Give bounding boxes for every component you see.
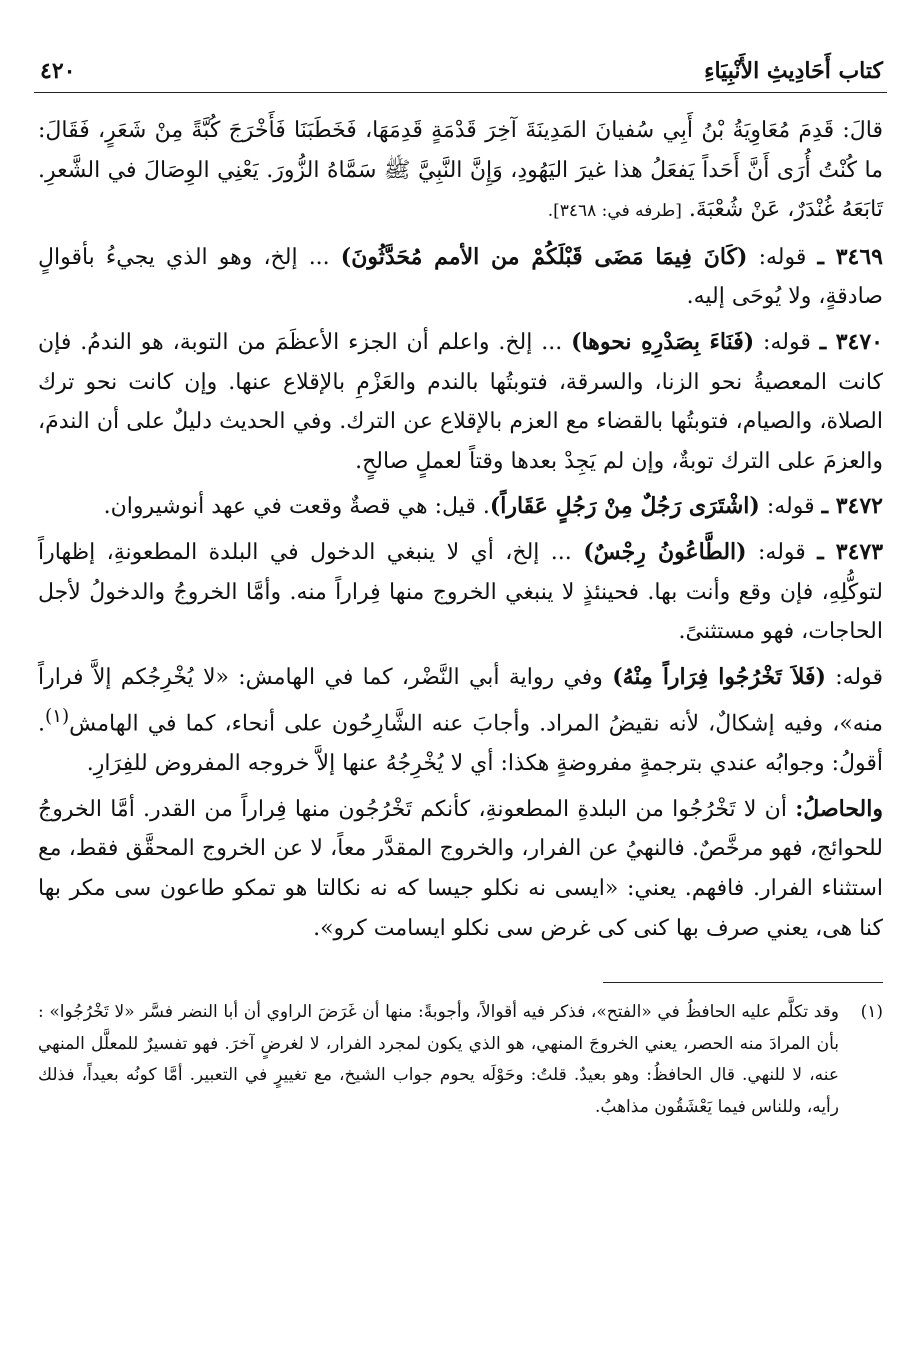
paragraph-summary: [34, 790, 887, 948]
quoted-text: (فَنَاءَ بِصَدْرِهِ نحوها): [571, 328, 755, 355]
lead-word: قوله:: [766, 494, 815, 520]
hadith-text: قالَ: قَدِمَ مُعَاوِيَةُ بْنُ أَبِي سُفيانَ المَدِينَةَ آخِرَ قَدْمَةٍ قَدِمَهَا، فَخَطَبَنَا فَأَخْرَجَ كُبَّةً مِنْ شَعَرٍ، فَقَالَ: ما كُنْتُ أُرَى أَنَّ أَحَداً يَفعَلُ هذا غيرَ اليَهُودِ، وَإِنَّ النَّبِيَّ ﷺ سَمَّاهُ الزُّورَ. يَعْنِي الوِصَالَ في الشَّعرِ. تَابَعَهُ غُنْدَرٌ، عَنْ شُعْبَةَ.: [38, 118, 883, 223]
hadith-number: ٣٤٦٩ ـ: [817, 243, 883, 270]
hadith-number: ٣٤٧٣ ـ: [817, 538, 884, 565]
commentary-text: . أقولُ: وجوابُه عندي بترجمةٍ مفروضةٍ هكذا: أي لا يُخْرِجُهُ عنها إلاَّ خروجه المفروض للفِرَارِ.: [38, 711, 883, 777]
footnote-text: وقد تكلَّم عليه الحافظُ في «الفتح»، فذكر فيه أقوالاً، وأجوبةً: منها أن غَرَضَ الراوي أن أبا النضر فسَّر «لا تَخْرُجُوا» : بأن المرادَ منه الحصر، يعني الخروجَ المنهي، هو الذي يكون لمجرد الفرار، لا لغرضٍ آخرَ. فهو تفسيرٌ للمعلَّل المنهي عنه، لا للنهي. قال الحافظُ: وهو بعيدٌ. قلتُ: وحَوْلَه يحوم جواب الشيخ، مع تغييرٍ في التعبير. أمَّا كونُه بعيداً، فذلك رأيه، وللناس فيما يَعْشَقُون مذاهبُ.: [38, 1002, 839, 1117]
paragraph-hadith-text: [34, 111, 887, 232]
commentary-text: وفي رواية أبي النَّضْر، كما في الهامش: «لا يُخْرِجُكم إلاَّ فراراً منه»، وفيه إشكالٌ، لأنه نقيضُ المراد. وأجابَ عنه الشَّارِحُون على أنحاء، كما في الهامش: [38, 664, 883, 737]
book-page: [34, 48, 887, 1348]
page-number: ٤٢٠: [40, 58, 76, 84]
footnote-separator: [603, 982, 883, 983]
running-header: [34, 48, 887, 93]
commentary-text: أن لا تَخْرُجُوا من البلدةِ المطعونةِ، كأنكم تَخْرُجُون منها فِراراً من القدر. أمَّا الخروجُ للحوائج، فهو مرخَّصٌ. فالنهيُ عن الفرار، والخروج المقدَّر معاً، لا عن الخروج المحقَّق فقط، مع استثناء الفرار. فافهم. يعني: «ايسى نه نكلو جيسا كه نه نكالتا هو تمكو طاعون سى مكر بها كنا هى، يعني صرف بها كنى كى غرض سى نكلو ايسامت كرو».: [38, 796, 883, 941]
hadith-number: ٣٤٧٠ ـ: [819, 328, 883, 355]
lead-word: قوله:: [763, 329, 811, 355]
quoted-text: (الطَّاعُونُ رِجْسٌ): [583, 538, 747, 565]
commentary-text: ... إلخ. واعلم أن الجزء الأعظَمَ من التوبة، هو الندمُ. فإن كانت المعصيةُ نحو الزنا، والسرقة، فتوبتُها بالندم والعَزْمِ بالإقلاع عنها. وإن كانت نحو ترك الصلاة، والصيام، فتوبتُها بالقضاء مع العزم بالإقلاع عن الترك. وفي الحديث دليلٌ على أن الندمَ، والعزمَ على الترك توبةٌ، وإن لم يَجِدْ بعدها وقتاً لعملٍ صالحٍ.: [38, 329, 883, 474]
footnote-reference[interactable]: (١): [45, 706, 70, 728]
quoted-text: (اشْتَرَى رَجُلٌ مِنْ رَجُلٍ عَقَاراً): [489, 493, 760, 520]
commentary-text: ... إلخ، أي لا ينبغي الدخول في البلدة المطعونةِ، إظهاراً لتوكُّلِهِ، فإن وقع وأنت بها. فحينئذٍ لا ينبغي الخروج منها فِراراً منه. وأمَّا الخروجُ والدخولُ لأجل الحاجات، فهو مستثنىً.: [38, 539, 883, 645]
paragraph-3469: [34, 238, 887, 317]
footnote-marker: (١): [860, 1002, 883, 1023]
lead-word: قوله:: [758, 539, 806, 565]
commentary-text: ... إلخ، وهو الذي يجيءُ بأقوالٍ صادقةٍ، ولا يُوحَى إليه.: [38, 244, 883, 310]
cross-reference: [طرفه في: ٣٤٦٨].: [547, 201, 682, 222]
quoted-text: (فَلاَ تَخْرُجُوا فِرَاراً مِنْهُ): [612, 663, 826, 690]
lead-word: قوله:: [835, 664, 883, 690]
summary-lead: والحاصلُ:: [795, 795, 883, 822]
paragraph-3473: [34, 533, 887, 652]
hadith-number: ٣٤٧٢ ـ: [821, 493, 883, 520]
commentary-text: . قيل: هي قصةٌ وقعت في عهد أنوشيروان.: [103, 494, 490, 520]
main-text: [34, 111, 887, 948]
lead-word: قوله:: [758, 244, 807, 270]
paragraph-3470: [34, 323, 887, 481]
quoted-text: (كَانَ فِيمَا مَضَى قَبْلَكُمْ من الأمم مُحَدَّثُونَ): [340, 243, 748, 270]
footnote: [34, 997, 887, 1123]
running-title: كتاب أَحَادِيثِ الأَنْبِيَاءِ: [704, 58, 883, 84]
paragraph-3472: [34, 487, 887, 527]
paragraph-flee-question: [34, 658, 887, 784]
